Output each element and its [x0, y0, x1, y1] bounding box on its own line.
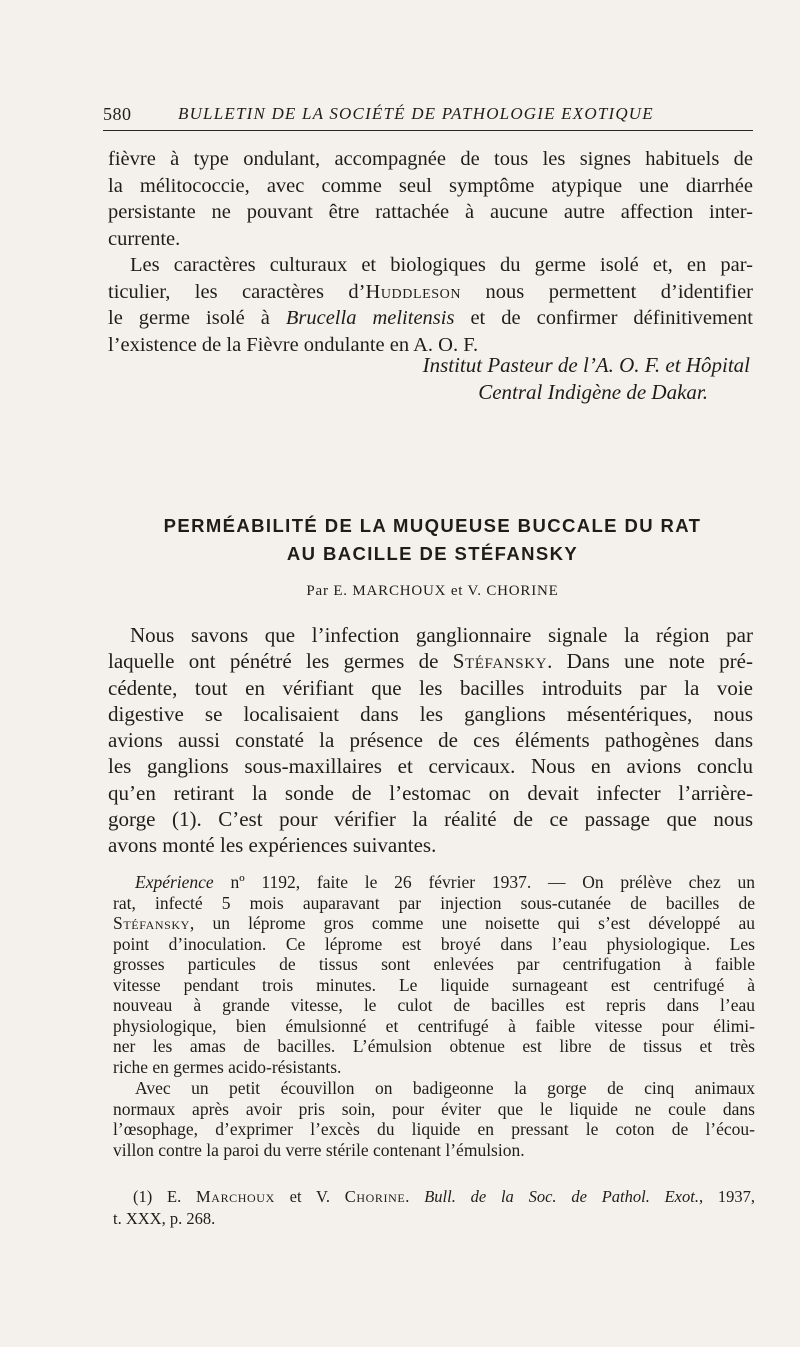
author-name-huddleson: Huddleson — [365, 280, 462, 303]
intro-paragraph: Nous savons que l’infection ganglionnaire signale la région par laquelle ont pénétré les germes de Stéfansky. Dans une note pré- cédente, tout en vérifiant que les bacilles introduits par la voie digestive se localisaient dans les ganglions mésentériques, nous avions aussi constaté la présence de ces éléments pathogènes dans les ganglions sous-maxillaires et cervicaux. Nous en avions conclu qu’en retirant la sonde de l’estomac on devait infecter l’arrière- gorge (1). C’est pour vérifier la réalité de ce passage que nous avons monté les expériences suivantes. — [108, 623, 753, 858]
running-head — [103, 100, 753, 131]
article-byline: Par E. MARCHOUX et V. CHORINE — [306, 583, 559, 599]
article-title: PERMÉABILITÉ DE LA MUQUEUSE BUCCALE DU RAT AU BACILLE DE STÉFANSKY — [163, 515, 702, 564]
footnote: (1) E. Marchoux et V. Chorine. Bull. de la Soc. de Pathol. Exot., 1937, t. XXX, p. 268. — [113, 1187, 756, 1228]
experiment-paragraph: Expérience nº 1192, faite le 26 février 1937. — On prélève chez un rat, infecté 5 mois auparavant par injection sous-cutanée de bacilles de Stéfansky, un léprome gros comme une noisette qui s’est développé au point d’inoculation. Ce léprome est broyé dans l’eau physiologique. Les grosses particules de tissus sont enlevées par centrifugation à faible vitesse pendant trois minutes. Le liquide surnageant est centrifugé à nouveau à grande vitesse, le culot de bacilles est repris dans l’eau physiologique, bien émulsionné et centrifugé à faible vitesse pour élimi- ner les amas de bacilles. L’émulsion obtenue est libre de tissus et très riche en germes acido-résistants. — [113, 872, 755, 1077]
journal-citation: Bull. de la Soc. de Pathol. Exot. — [424, 1187, 699, 1206]
page-number: 580 — [103, 104, 132, 124]
author-name-stefansky: Stéfansky — [452, 649, 548, 674]
prev-article-paragraph-1: fièvre à type ondulant, accompagnée de tous les signes habituels de la mélitococcie, avec comme seul symptôme atypique une diarrhée persistante ne pouvant être rattachée à aucune autre affection inter- currente. — [108, 148, 753, 250]
species-name: Brucella melitensis — [285, 307, 455, 329]
prev-article-paragraph-2: Les caractères culturaux et biologiques du germe isolé et, en par- ticulier, les caractères d’Huddleson nous permettent d’identifier le germe isolé à Brucella melitensis et de confirmer définitivement l’existence de la Fièvre ondulante en A. O. F. — [108, 254, 753, 356]
institution-signature: Institut Pasteur de l’A. O. F. et Hôpital Central Indigène de Dakar. — [422, 353, 750, 404]
journal-title: BULLETIN DE LA SOCIÉTÉ DE PATHOLOGIE EXOTIQUE — [178, 104, 654, 123]
experiment-label: Expérience — [135, 872, 214, 892]
swab-paragraph: Avec un petit écouvillon on badigeonne la gorge de cinq animaux normaux après avoir pris soin, pour éviter que le liquide ne coule dans l’œsophage, d’exprimer l’excès du liquide en pressant le coton de l’écou- villon contre la paroi du verre stérile contenant l’émulsion. — [113, 1078, 755, 1160]
